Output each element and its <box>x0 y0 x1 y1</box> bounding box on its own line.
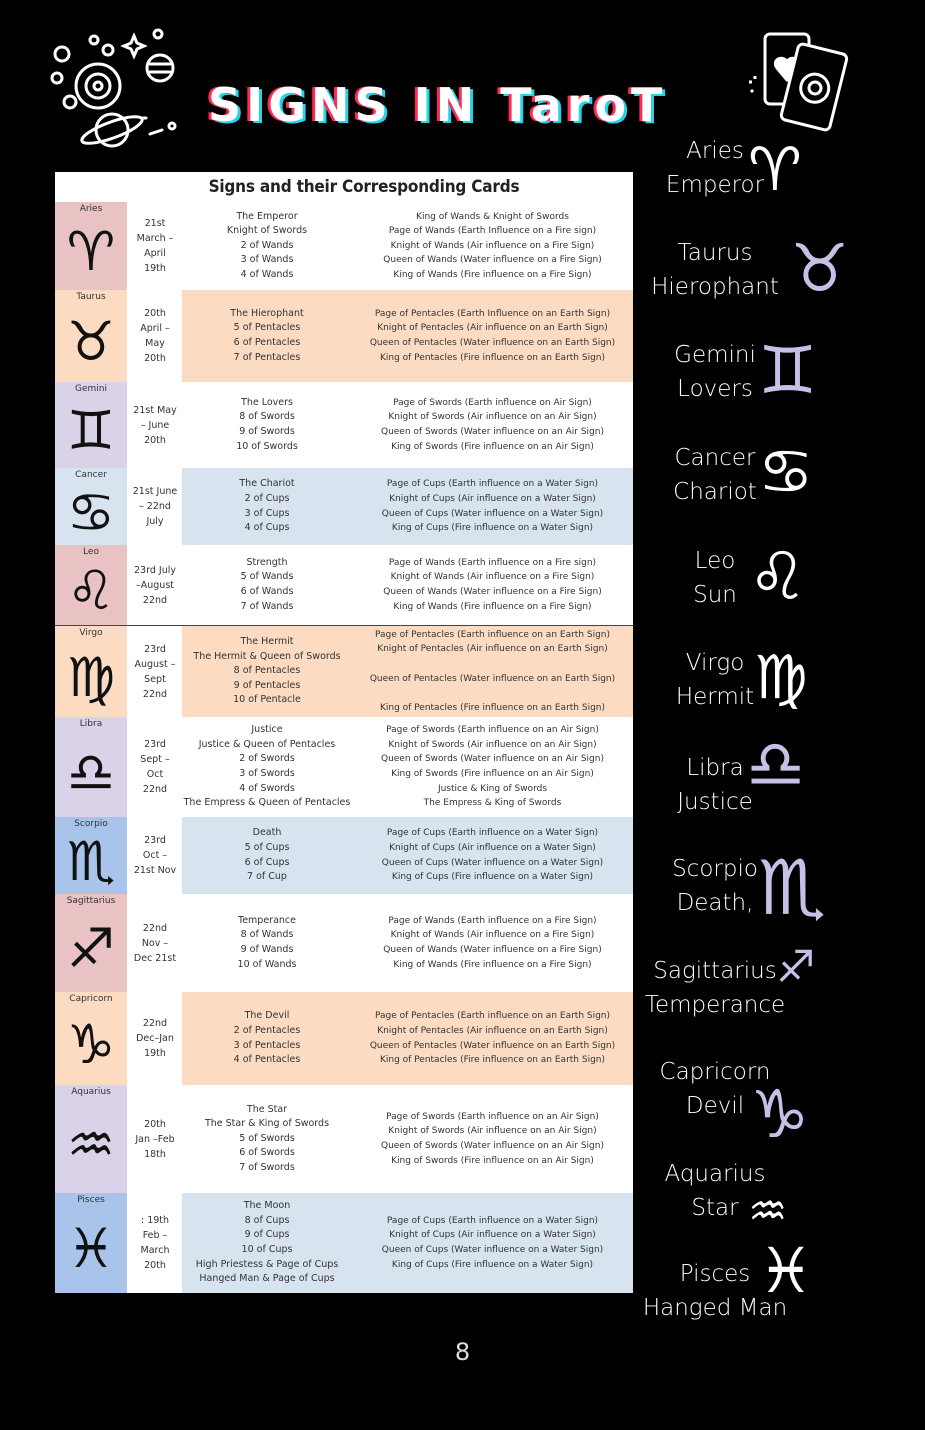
major-minor-cards: The Chariot 2 of Cups 3 of Cups 4 of Cups <box>182 468 352 545</box>
sidebar-zodiac-icon: ♎ <box>746 726 806 803</box>
court-cards: Page of Wands (Earth influence on a Fire sign) Knight of Wands (Air influence on a Fire Sign) Queen of Wands (Water influence on a Fire Sign) King of Wands (Fire influence on a Fire Sign) <box>352 545 633 625</box>
sign-cell <box>55 545 128 625</box>
major-minor-cards: The Moon 8 of Cups 9 of Cups 10 of Cups High Priestess & Page of Cups Hanged Man & Page of Cups <box>182 1193 352 1293</box>
zodiac-glyph-icon: ♑ <box>66 1012 116 1076</box>
table-row <box>55 468 633 545</box>
zodiac-glyph-icon: ♓ <box>66 1217 116 1280</box>
sidebar-sign-label: Libra Justice <box>677 755 753 815</box>
table-row <box>55 992 633 1085</box>
major-minor-cards: The Star The Star & King of Swords 5 of Swords 6 of Swords 7 of Swords <box>182 1085 352 1193</box>
sign-name: Virgo <box>79 628 103 638</box>
sign-cell <box>55 894 128 992</box>
sidebar-zodiac-icon: ♑ <box>750 1076 810 1153</box>
table-row <box>55 202 633 290</box>
sidebar-zodiac-icon: ♏ <box>758 843 827 932</box>
sidebar-sign-label: Scorpio Death, <box>672 856 758 916</box>
table-row <box>55 382 633 468</box>
court-cards: Page of Cups (Earth influence on a Water Sign) Knight of Cups (Air influence on a Water Sign) Queen of Cups (Water influence on a Water Sign) King of Cups (Fire influence on a Water Sign) <box>352 1193 633 1293</box>
sidebar-zodiac-icon: ♋ <box>758 435 814 508</box>
major-minor-cards: Temperance 8 of Wands 9 of Wands 10 of Wands <box>182 894 352 992</box>
sign-cell <box>55 817 128 894</box>
date-range: 23rd July –August 22nd <box>128 545 182 625</box>
sidebar-sign-label: Leo Sun <box>693 548 737 608</box>
table-title: Signs and their Corresponding Cards <box>208 177 520 197</box>
court-cards: Page of Swords (Earth influence on an Air Sign) Knight of Swords (Air influence on an Air Sign) Queen of Swords (Water influence on an Air Sign) King of Swords (Fire influence on an Air Sign) <box>352 1085 633 1193</box>
court-cards: Page of Swords (Earth influence on an Air Sign) Knight of Swords (Air influence on an Air Sign) Queen of Swords (Water influence on an Air Sign) King of Swords (Fire influence on an Air Sign) Justice & King of Swords The Empress & King of Swords <box>352 717 633 817</box>
court-cards: Page of Wands (Earth influence on a Fire Sign) Knight of Wands (Air influence on a Fire Sign) Queen of Wands (Water influence on a Fire Sign) King of Wands (Fire influence on a Fire Sign) <box>352 894 633 992</box>
date-range: 21st June – 22nd July <box>128 468 182 545</box>
sidebar-zodiac-icon: ♈ <box>748 135 802 205</box>
major-minor-cards: The Hierophant 5 of Pentacles 6 of Pentacles 7 of Pentacles <box>182 290 352 382</box>
court-cards: King of Wands & Knight of Swords Page of Wands (Earth Influence on a Fire sign) Knight of Wands (Air influence on a Fire Sign) Queen of Wands (Water influence on a Fire Sign) King of Wands (Fire influence on a Fire Sign) <box>352 202 633 290</box>
court-cards: Page of Pentacles (Earth influence on an Earth Sign) Knight of Pentacles (Air influence on an Earth Sign) Queen of Pentacles (Water influence on an Earth Sign) King of Pentacles (Fire influence on an Earth Sign) <box>352 992 633 1085</box>
sign-cell <box>55 290 128 382</box>
sign-cell <box>55 1193 128 1293</box>
sign-cell <box>55 626 128 717</box>
sidebar-zodiac-icon: ♒ <box>748 1186 788 1237</box>
sidebar-zodiac-icon: ♉ <box>790 230 850 307</box>
date-range: 20th April – May 20th <box>128 290 182 382</box>
date-range: 20th Jan –Feb 18th <box>128 1085 182 1193</box>
table-row <box>55 717 633 817</box>
table-row <box>55 625 633 717</box>
table-row <box>55 894 633 992</box>
zodiac-glyph-icon: ♊ <box>66 399 116 462</box>
date-range: 23rd Oct – 21st Nov <box>128 817 182 894</box>
sidebar-zodiac-icon: ♐ <box>776 942 816 993</box>
sign-name: Taurus <box>76 292 106 302</box>
table-row <box>55 290 633 382</box>
sign-name: Aquarius <box>71 1087 111 1097</box>
page-title: SIGNS IN TaroT <box>208 78 668 132</box>
table-row <box>55 1085 633 1193</box>
sign-name: Scorpio <box>74 819 108 829</box>
date-range: 22nd Nov – Dec 21st <box>128 894 182 992</box>
sidebar-sign-label: Sagittarius Temperance <box>644 958 786 1018</box>
sign-cell <box>55 1085 128 1193</box>
sign-cell <box>55 202 128 290</box>
sign-cell <box>55 468 128 545</box>
sidebar-sign-label: Aries Emperor <box>665 138 765 198</box>
sign-name: Cancer <box>75 470 107 480</box>
sidebar-zodiac-icon: ♍ <box>754 643 808 713</box>
court-cards: Page of Pentacles (Earth Influence on an Earth Sign) Knight of Pentacles (Air influence on an Earth Sign) Queen of Pentacles (Water influence on an Earth Sign) King of Pentacles (Fire influence on an Earth Sign) <box>352 290 633 382</box>
table-row <box>55 1193 633 1293</box>
sign-name: Capricorn <box>69 994 113 1004</box>
sidebar-sign-label: Cancer Chariot <box>673 445 757 505</box>
page-number: 8 <box>454 1338 471 1366</box>
date-range: 21st May – June 20th <box>128 382 182 468</box>
sidebar-zodiac-icon: ♓ <box>758 1234 814 1307</box>
sidebar-sign-label: Gemini Lovers <box>674 342 756 402</box>
sidebar-sign-label: Taurus Hierophant <box>651 240 779 300</box>
zodiac-glyph-icon: ♉ <box>66 310 116 373</box>
zodiac-glyph-icon: ♋ <box>66 480 116 544</box>
court-cards: Page of Swords (Earth influence on Air Sign) Knight of Swords (Air influence on an Air Sign) Queen of Swords (Water influence on an Air Sign) King of Swords (Fire influence on an Air Sign) <box>352 382 633 468</box>
date-range: : 19th Feb – March 20th <box>128 1193 182 1293</box>
date-range: 23rd August – Sept 22nd <box>128 626 182 717</box>
major-minor-cards: The Emperor Knight of Swords 2 of Wands 3 of Wands 4 of Wands <box>182 202 352 290</box>
sidebar-zodiac-icon: ♊ <box>758 332 818 409</box>
sidebar-zodiac-icon: ♌ <box>748 538 808 615</box>
major-minor-cards: Strength 5 of Wands 6 of Wands 7 of Wands <box>182 545 352 625</box>
sidebar-sign-label: Pisces Hanged Man <box>642 1261 788 1321</box>
major-minor-cards: The Lovers 8 of Swords 9 of Swords 10 of Swords <box>182 382 352 468</box>
sidebar-sign-label: Aquarius Star <box>664 1161 766 1221</box>
zodiac-glyph-icon: ♍ <box>66 646 116 709</box>
sign-cell <box>55 717 128 817</box>
major-minor-cards: Justice Justice & Queen of Pentacles 2 of Swords 3 of Swords 4 of Swords The Empress & Queen of Pentacles <box>182 717 352 817</box>
sign-name: Sagittarius <box>66 896 116 906</box>
sign-name: Leo <box>83 547 99 557</box>
table-row <box>55 545 633 625</box>
sign-name: Libra <box>79 719 103 729</box>
sign-name: Pisces <box>77 1195 105 1205</box>
sign-name: Gemini <box>75 384 107 394</box>
table-row <box>55 817 633 894</box>
sidebar-sign-label: Capricorn Devil <box>659 1059 771 1119</box>
date-range: 23rd Sept – Oct 22nd <box>128 717 182 817</box>
signs-table <box>55 172 633 1293</box>
zodiac-glyph-icon: ♌ <box>66 559 116 622</box>
sign-cell <box>55 382 128 468</box>
sign-cell <box>55 992 128 1085</box>
zodiac-glyph-icon: ♐ <box>66 917 116 980</box>
zodiac-glyph-icon: ♎ <box>66 741 116 804</box>
cosmos-illustration-icon <box>42 26 182 156</box>
court-cards: Page of Cups (Earth influence on a Water Sign) Knight of Cups (Air influence on a Water Sign) Queen of Cups (Water influence on a Water Sign) King of Cups (Fire influence on a Water Sign) <box>352 468 633 545</box>
sign-name: Aries <box>79 204 103 214</box>
date-range: 22nd Dec–Jan 19th <box>128 992 182 1085</box>
court-cards: Page of Cups (Earth influence on a Water Sign) Knight of Cups (Air influence on a Water Sign) Queen of Cups (Water influence on a Water Sign) King of Cups (Fire influence on a Water Sign) <box>352 817 633 894</box>
zodiac-glyph-icon: ♒ <box>66 1113 116 1176</box>
court-cards: Page of Pentacles (Earth influence on an Earth Sign) Knight of Pentacles (Air influence on an Earth Sign) Queen of Pentacles (Water influence on an Earth Sign) King of Pentacles (Fire influence on an Earth Sign) <box>352 626 633 717</box>
major-minor-cards: Death 5 of Cups 6 of Cups 7 of Cup <box>182 817 352 894</box>
zodiac-glyph-icon: ♈ <box>66 220 116 283</box>
major-minor-cards: The Hermit The Hermit & Queen of Swords 8 of Pentacles 9 of Pentacles 10 of Pentacle <box>182 626 352 717</box>
zodiac-glyph-icon: ♏ <box>66 829 116 893</box>
sidebar-sign-label: Virgo Hermit <box>675 650 755 710</box>
date-range: 21st March – April 19th <box>128 202 182 290</box>
tarot-cards-icon <box>745 30 860 140</box>
major-minor-cards: The Devil 2 of Pentacles 3 of Pentacles 4 of Pentacles <box>182 992 352 1085</box>
